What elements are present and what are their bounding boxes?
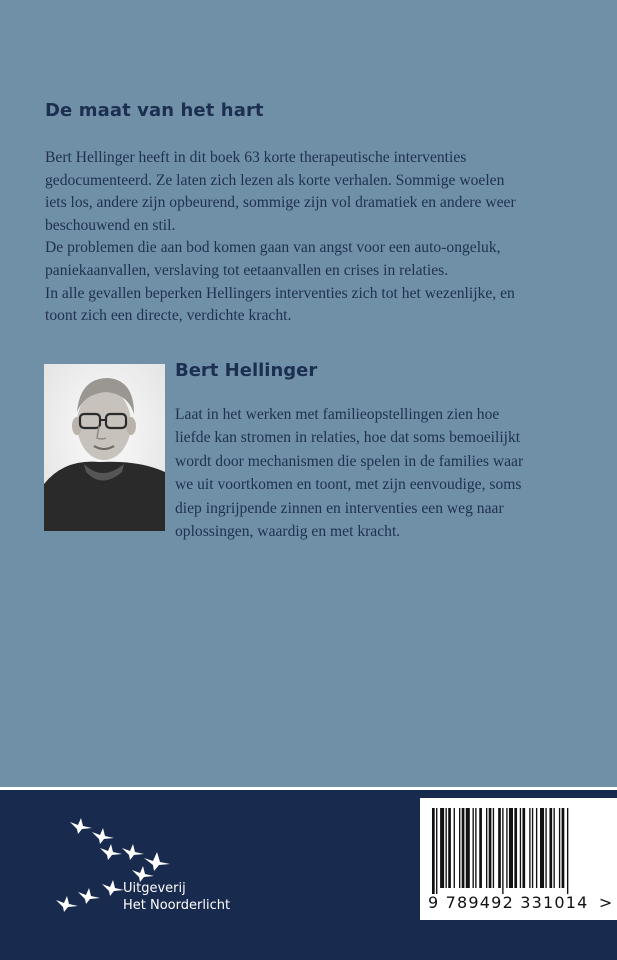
barcode-bar xyxy=(493,808,494,888)
description-line: paniekaanvallen, verslaving tot eetaanvallen en crises in relaties. xyxy=(45,261,449,279)
barcode-bar xyxy=(562,808,565,888)
barcode-bar xyxy=(536,808,537,888)
barcode-bar xyxy=(549,808,552,888)
publisher-name xyxy=(123,880,230,914)
barcode-bar xyxy=(520,808,521,888)
isbn-suffix: > xyxy=(598,893,614,912)
bio-line: wordt door mechanismen die spelen in de families waar xyxy=(175,452,524,470)
author-photo xyxy=(44,364,165,531)
barcode-bar xyxy=(479,808,482,888)
author-portrait-illustration xyxy=(44,364,165,531)
author-name: Bert Hellinger xyxy=(175,360,318,381)
author-bio xyxy=(175,403,595,543)
barcode-bar xyxy=(489,808,492,888)
bio-line: Laat in het werken met familieopstellingen zien hoe xyxy=(175,406,500,423)
description-line: beschouwend en stil. xyxy=(45,216,176,234)
description-line: In alle gevallen beperken Hellingers interventies zich tot het wezenlijke, en xyxy=(45,284,515,302)
description-line: gedocumenteerd. Ze laten zich lezen als korte verhalen. Sommige woelen xyxy=(45,171,505,189)
barcode-bar xyxy=(529,808,530,888)
barcode-bar xyxy=(522,808,525,888)
barcode-bar xyxy=(462,808,465,888)
isbn-number xyxy=(428,893,613,912)
barcode-bar xyxy=(506,808,507,888)
description-line: iets los, andere zijn opbeurend, sommige zijn vol dramatiek en andere weer xyxy=(45,194,516,212)
description-line: De problemen die aan bod komen gaan van angst voor een auto-ongeluk, xyxy=(45,239,501,257)
book-description xyxy=(45,147,585,328)
barcode-bar xyxy=(440,808,444,888)
barcode-bar xyxy=(448,808,451,888)
bio-line: oplossingen, waardig en met kracht. xyxy=(175,523,401,541)
barcode-bar xyxy=(509,808,513,888)
barcode-bar xyxy=(459,808,460,888)
barcode-bar xyxy=(432,808,435,894)
publisher-line1: Uitgeverij xyxy=(123,881,186,896)
book-title: De maat van het hart xyxy=(45,100,264,121)
description-line: Bert Hellinger heeft in dit boek 63 korte therapeutische interventies xyxy=(45,149,467,166)
barcode-bar xyxy=(540,808,544,888)
bio-line: liefde kan stromen in relaties, hoe dat soms bemoeilijkt xyxy=(175,429,521,447)
barcode-bar xyxy=(532,808,533,888)
publisher-line2: Het Noorderlicht xyxy=(123,898,231,913)
barcode-bar xyxy=(446,808,447,888)
barcode-bar xyxy=(475,808,476,888)
isbn-digits: 9 789492 331014 xyxy=(428,893,589,912)
barcode-bar xyxy=(454,808,455,888)
barcode-bar xyxy=(514,808,517,888)
bio-line: we uit voortkomen en toont, met zijn eenvoudige, soms xyxy=(175,476,522,494)
description-line: toont zich een directe, verdichte kracht. xyxy=(45,307,292,325)
bio-line: diep ingrijpende zinnen en interventies een weg naar xyxy=(175,499,504,517)
barcode-bar xyxy=(554,808,555,888)
barcode-bar xyxy=(545,808,546,888)
barcode-bar xyxy=(486,808,487,888)
barcode-bar xyxy=(559,808,560,888)
barcode-bar xyxy=(567,808,568,894)
barcode-bar xyxy=(466,808,470,888)
barcode-bar xyxy=(502,808,503,894)
barcode-bar xyxy=(436,808,437,894)
barcode-bar xyxy=(498,808,501,888)
barcode-bar xyxy=(473,808,474,888)
